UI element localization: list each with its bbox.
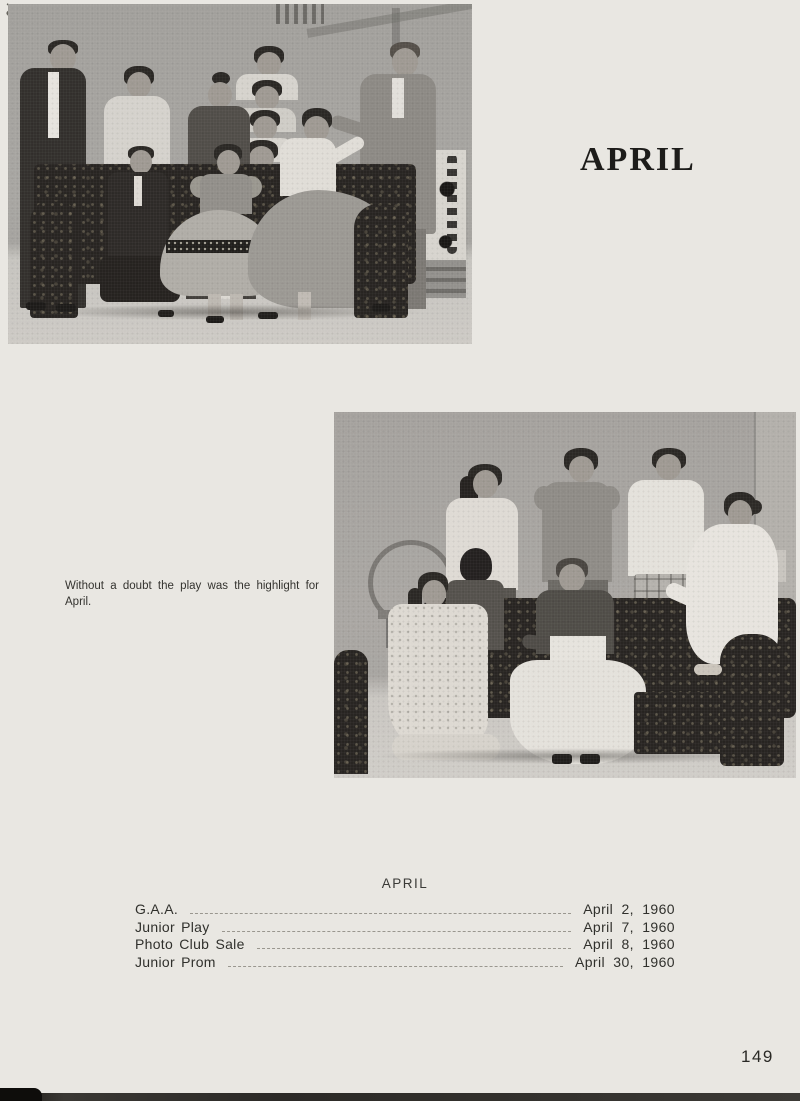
april-schedule xyxy=(135,876,675,971)
figure-man-head xyxy=(392,48,418,76)
photo-junior-play-cast xyxy=(8,4,472,344)
event-date: April 7, 1960 xyxy=(583,918,675,935)
event-label: Photo Club Sale xyxy=(135,936,245,952)
floor-shadow xyxy=(34,304,424,320)
figure-woman-blouse xyxy=(280,138,336,196)
figure-man-shirt xyxy=(392,78,404,118)
page-title: APRIL xyxy=(580,141,696,178)
figure-man-shirt xyxy=(48,72,59,138)
event-label: Junior Prom xyxy=(135,953,216,970)
figure-woman-head xyxy=(559,564,585,592)
event-date: April 30, 1960 xyxy=(575,953,675,970)
event-date: April 8, 1960 xyxy=(583,936,675,952)
figure-woman-head xyxy=(127,72,151,98)
figure-seated-man-head xyxy=(130,150,152,174)
figure-girl-bodice xyxy=(200,174,252,214)
couch-arm-left-edge xyxy=(334,650,368,774)
bare-feet xyxy=(694,664,722,675)
photo-girls-around-couch xyxy=(334,412,796,778)
couch-arm-left xyxy=(30,200,78,318)
event-date: April 2, 1960 xyxy=(583,901,675,917)
figure-girl-head xyxy=(257,52,281,76)
schedule-row xyxy=(135,954,675,971)
schedule-row xyxy=(135,901,675,918)
figure-girl-head xyxy=(253,116,277,140)
figure-girl-head xyxy=(656,454,681,480)
figure-girl-head xyxy=(569,456,594,482)
floor-shadow xyxy=(374,748,774,764)
figure-girl-back-hair xyxy=(460,548,492,582)
event-label: Junior Play xyxy=(135,918,210,935)
scan-edge-bottom xyxy=(0,1093,800,1101)
backdrop-chain-motif xyxy=(447,154,457,254)
dotted-leader xyxy=(257,948,572,949)
figure-girl-print-gown xyxy=(388,604,488,744)
event-label: G.A.A. xyxy=(135,901,179,917)
figure-girl-head xyxy=(422,580,446,607)
page-number: 149 xyxy=(741,1047,774,1066)
ceiling-hatch xyxy=(276,4,324,24)
figure-girl-head xyxy=(255,86,279,110)
dotted-leader xyxy=(228,966,563,967)
schedule-row xyxy=(135,936,675,953)
dotted-leader xyxy=(222,931,572,932)
figure-girl-head xyxy=(217,150,240,175)
figure-maid-head xyxy=(208,82,232,108)
couch-arm-right xyxy=(354,204,408,318)
photo-caption: Without a doubt the play was the highlight for April. xyxy=(65,580,319,609)
dotted-leader xyxy=(190,913,571,914)
schedule-title: APRIL xyxy=(381,876,429,891)
figure-seated-man-shirt xyxy=(134,176,142,206)
schedule-row xyxy=(135,919,675,936)
couch-arm-right xyxy=(720,634,784,766)
figure-girl-head xyxy=(473,470,498,498)
scan-edge-corner xyxy=(0,1088,42,1101)
